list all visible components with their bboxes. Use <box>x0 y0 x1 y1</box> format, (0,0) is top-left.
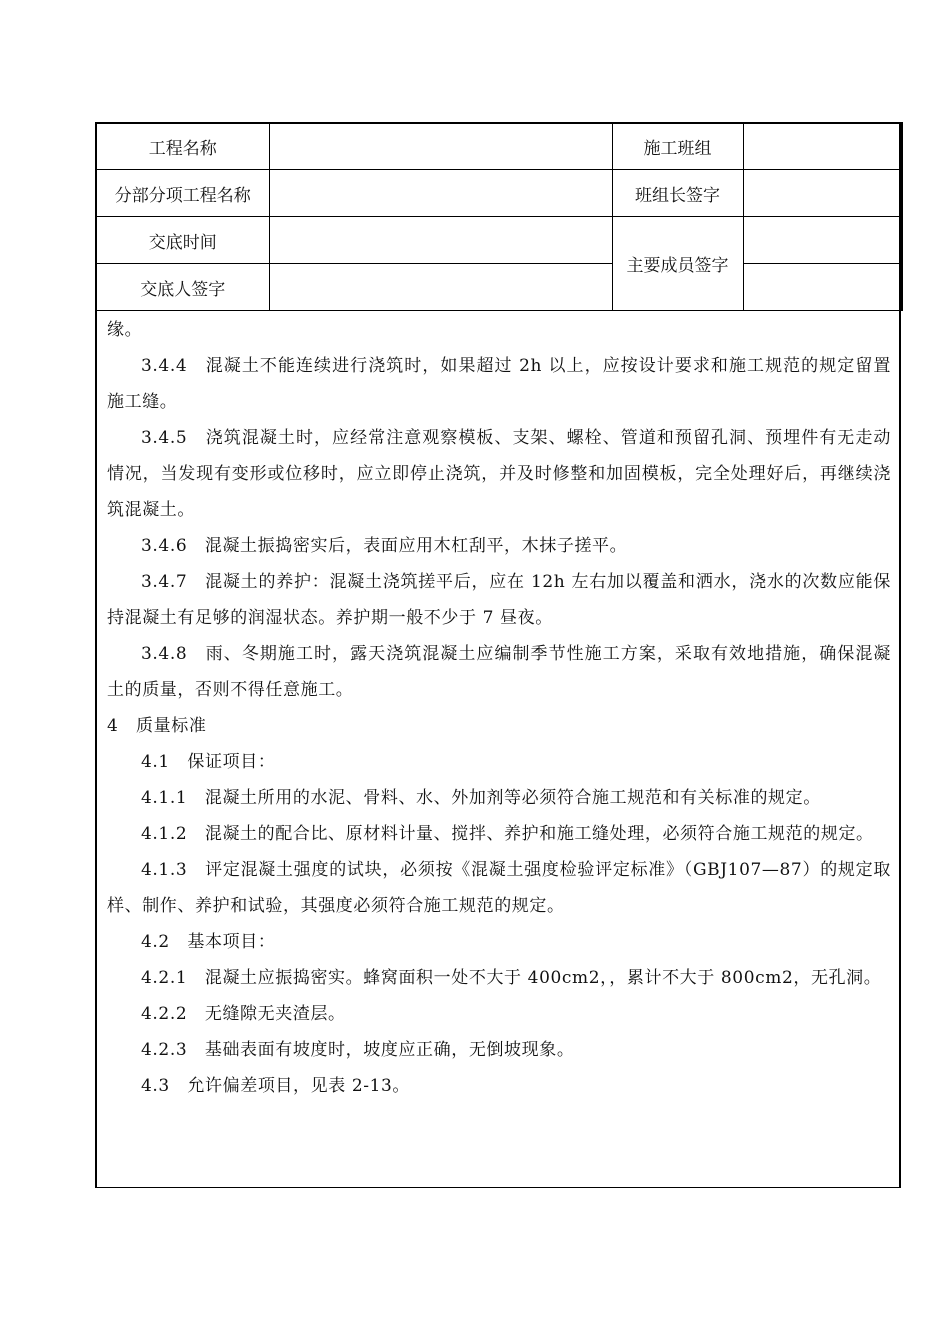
body-paragraph: 4.2.1 混凝土应振捣密实。蜂窝面积一处不大于 400cm2，，累计不大于 800cm2，无孔洞。 <box>141 968 882 988</box>
team-label: 施工班组 <box>612 123 743 170</box>
members-sign-value-2[interactable] <box>743 264 902 311</box>
header-table <box>95 122 903 311</box>
body-paragraph: 缘。 <box>107 320 143 340</box>
body-paragraph: 4.2.2 无缝隙无夹渣层。 <box>141 1004 346 1024</box>
document-body <box>95 312 901 1104</box>
subproject-label: 分部分项工程名称 <box>96 170 269 217</box>
briefer-sign-label: 交底人签字 <box>96 264 269 311</box>
project-name-value[interactable] <box>269 123 612 170</box>
briefing-time-label: 交底时间 <box>96 217 269 264</box>
leader-sign-value[interactable] <box>743 170 902 217</box>
subproject-value[interactable] <box>269 170 612 217</box>
body-paragraph: 3.4.7 混凝土的养护：混凝土浇筑搓平后，应在 12h 左右加以覆盖和洒水，浇水的次数应能保持混凝土有足够的润湿状态。养护期一般不少于 7 昼夜。 <box>107 572 891 628</box>
body-paragraph: 3.4.6 混凝土振捣密实后，表面应用木杠刮平，木抹子搓平。 <box>141 536 628 556</box>
body-paragraph: 3.4.8 雨、冬期施工时，露天浇筑混凝土应编制季节性施工方案，采取有效地措施，确保混凝土的质量，否则不得任意施工。 <box>107 644 891 700</box>
body-paragraph: 3.4.4 混凝土不能连续进行浇筑时，如果超过 2h 以上，应按设计要求和施工规范的规定留置施工缝。 <box>107 356 891 412</box>
subsection-heading: 4.1 保证项目： <box>141 752 276 772</box>
body-paragraph: 3.4.5 浇筑混凝土时，应经常注意观察模板、支架、螺栓、管道和预留孔洞、预埋件有无走动情况，当发现有变形或位移时，应立即停止浇筑，并及时修整和加固模板，完全处理好后，再继续浇筑混凝土。 <box>107 428 891 520</box>
leader-sign-label: 班组长签字 <box>612 170 743 217</box>
body-paragraph: 4.2.3 基础表面有坡度时，坡度应正确，无倒坡现象。 <box>141 1040 575 1060</box>
members-sign-label: 主要成员签字 <box>612 217 743 311</box>
section-heading: 4 质量标准 <box>107 716 207 736</box>
briefer-sign-value[interactable] <box>269 264 612 311</box>
team-value[interactable] <box>743 123 902 170</box>
body-paragraph: 4.1.1 混凝土所用的水泥、骨料、水、外加剂等必须符合施工规范和有关标准的规定。 <box>141 788 821 808</box>
body-paragraph: 4.1.3 评定混凝土强度的试块，必须按《混凝土强度检验评定标准》（GBJ107—87）的规定取样、制作、养护和试验，其强度必须符合施工规范的规定。 <box>107 860 891 916</box>
members-sign-value-1[interactable] <box>743 217 902 264</box>
subsection-heading: 4.2 基本项目： <box>141 932 276 952</box>
project-name-label: 工程名称 <box>96 123 269 170</box>
body-paragraph: 4.1.2 混凝土的配合比、原材料计量、搅拌、养护和施工缝处理，必须符合施工规范的规定。 <box>141 824 874 844</box>
briefing-time-value[interactable] <box>269 217 612 264</box>
body-paragraph: 4.3 允许偏差项目，见表 2-13。 <box>141 1076 411 1096</box>
